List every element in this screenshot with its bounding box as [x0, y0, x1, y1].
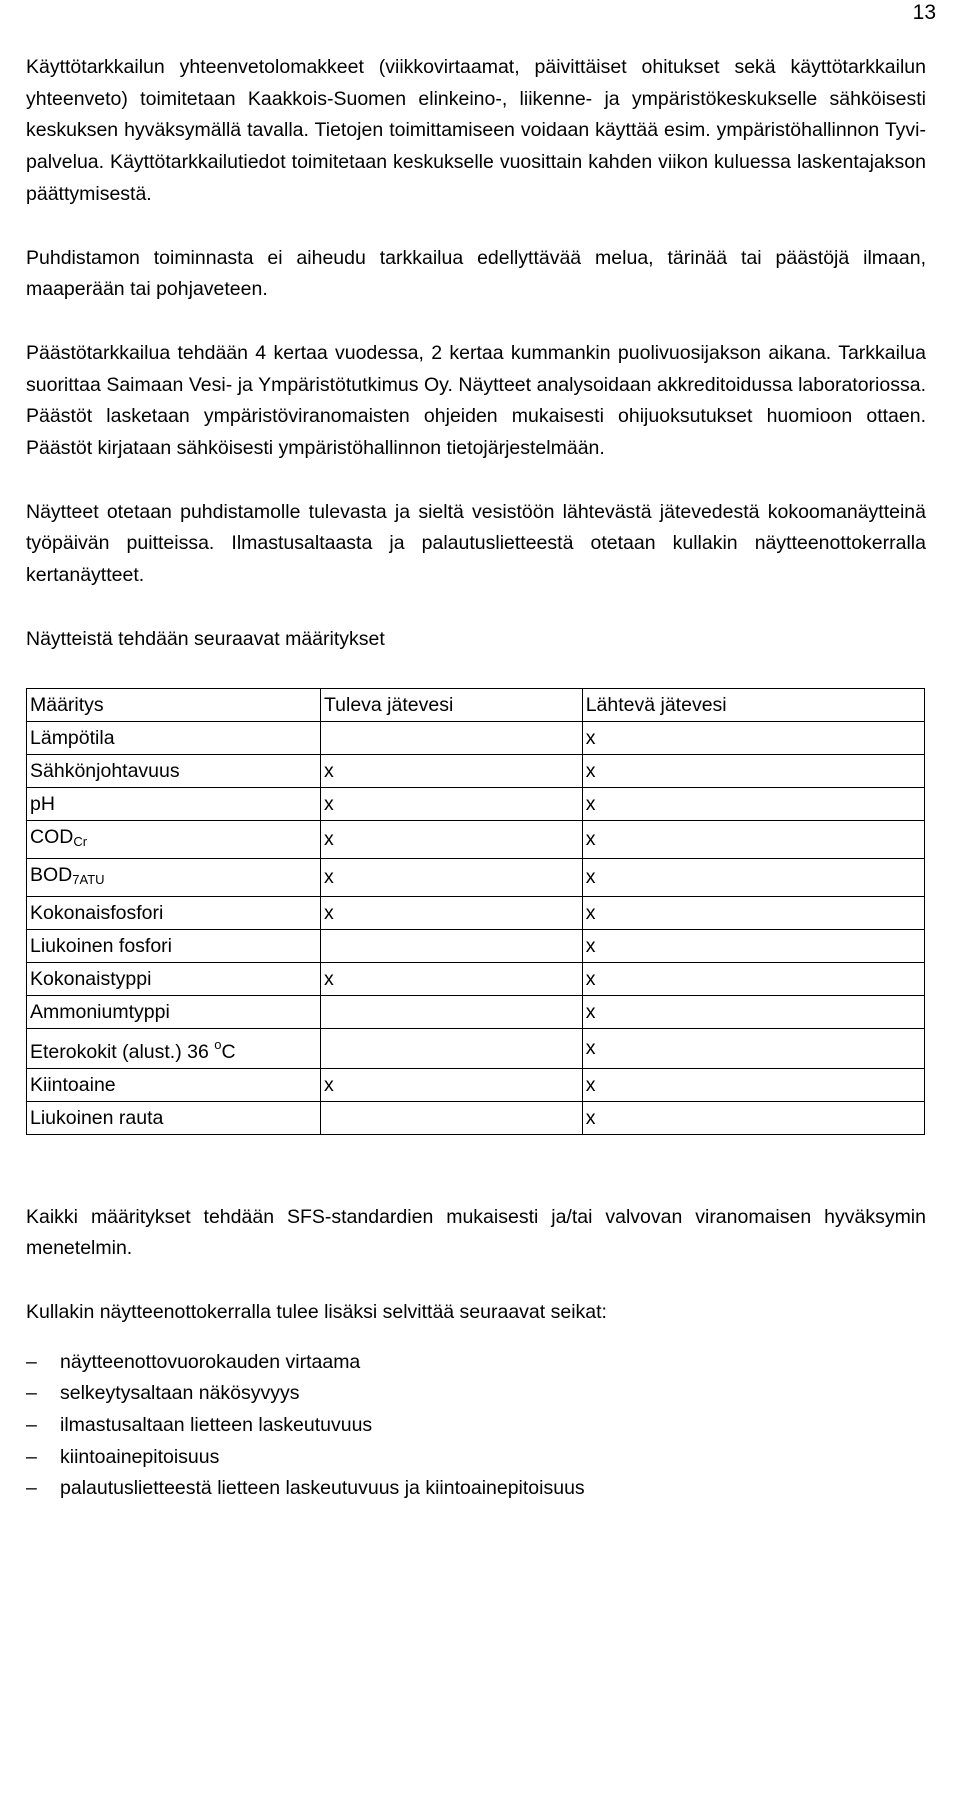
analysis-suffix: C — [221, 1040, 236, 1063]
list-item-text: palautuslietteestä lietteen laskeutuvuus ja kiintoainepitoisuus — [60, 1477, 585, 1500]
list-dash: – — [26, 1350, 37, 1373]
incoming-mark-cell — [320, 929, 582, 962]
list-item — [26, 1378, 926, 1410]
incoming-mark-cell: x — [320, 858, 582, 896]
paragraph-additional: Kullakin näytteenottokerralla tulee lisäksi selvittää seuraavat seikat: — [26, 1300, 607, 1323]
paragraph-emission-monitoring: Päästötarkkailua tehdään 4 kertaa vuodessa, 2 kertaa kummankin puolivuosijakson aikana. Tarkkailua suorittaa Saimaan Vesi- ja Ympäristötutkimus Oy. Näytteet analysoidaan akkreditoidussa laboratoriossa. Päästöt lasketaan ympäristöviranomaisten ohjeiden mukaisesti ohijuoksutukset huomioon ottaen. Päästöt kirjataan sähköisesti ympäristöhallinnon tietojärjestelmään. — [26, 341, 926, 460]
list-dash: – — [26, 1382, 37, 1405]
paragraph-sampling: Näytteet otetaan puhdistamolle tulevasta ja sieltä vesistöön lähtevästä jätevedestä kokoomanäytteinä työpäivän puitteissa. Ilmastusaltaasta ja palautuslietteestä otetaan kullakin näytteenottokerralla kertanäytteet. — [26, 500, 926, 587]
analysis-name-cell — [27, 858, 321, 896]
paragraph-standards: Kaikki määritykset tehdään SFS-standardien mukaisesti ja/tai valvovan viranomaisen hyväksymin menetelmin. — [26, 1205, 926, 1260]
outgoing-mark-cell: x — [582, 754, 924, 787]
list-dash: – — [26, 1414, 37, 1437]
header-cell-incoming: Tuleva jätevesi — [320, 688, 582, 721]
analysis-name-cell — [27, 820, 321, 858]
analysis-name-cell — [27, 929, 321, 962]
analysis-name: Lämpötila — [30, 726, 115, 749]
analysis-superscript: o — [214, 1036, 222, 1052]
table-heading: Näytteistä tehdään seuraavat määritykset — [26, 627, 385, 650]
analysis-name: Eterokokit (alust.) 36 — [30, 1040, 215, 1063]
analysis-name: Kiintoaine — [30, 1073, 116, 1096]
list-item — [26, 1410, 926, 1442]
list-item-text: selkeytysaltaan näkösyvyys — [60, 1382, 300, 1405]
analysis-name: Ammoniumtyppi — [30, 1000, 170, 1023]
analysis-name: COD — [30, 825, 74, 848]
list-item-text: kiintoainepitoisuus — [60, 1445, 220, 1468]
list-item — [26, 1473, 926, 1505]
analysis-name: BOD — [30, 863, 73, 886]
incoming-mark-cell: x — [320, 787, 582, 820]
table-row — [27, 896, 925, 929]
analysis-name: Liukoinen rauta — [30, 1106, 164, 1129]
page-number: 13 — [912, 1, 936, 24]
outgoing-mark-cell: x — [582, 721, 924, 754]
analysis-name-cell — [27, 962, 321, 995]
incoming-mark-cell: x — [320, 896, 582, 929]
table-row — [27, 1068, 925, 1101]
list-item-text: ilmastusaltaan lietteen laskeutuvuus — [60, 1414, 373, 1437]
analysis-subscript: 7ATU — [72, 871, 105, 887]
outgoing-mark-cell: x — [582, 929, 924, 962]
table-row — [27, 962, 925, 995]
table-header-row — [27, 688, 925, 721]
outgoing-mark-cell: x — [582, 995, 924, 1028]
table-row — [27, 929, 925, 962]
incoming-mark-cell: x — [320, 820, 582, 858]
incoming-mark-cell: x — [320, 754, 582, 787]
outgoing-mark-cell: x — [582, 1101, 924, 1134]
analysis-name-cell — [27, 1101, 321, 1134]
incoming-mark-cell: x — [320, 1068, 582, 1101]
analysis-name: Liukoinen fosfori — [30, 934, 173, 957]
table-row — [27, 820, 925, 858]
analysis-name-cell — [27, 896, 321, 929]
table-row — [27, 787, 925, 820]
outgoing-mark-cell: x — [582, 896, 924, 929]
paragraph-noise: Puhdistamon toiminnasta ei aiheudu tarkkailua edellyttävää melua, tärinää tai päästöjä ilmaan, maaperään tai pohjaveteen. — [26, 246, 926, 301]
table-row — [27, 721, 925, 754]
analysis-name: pH — [30, 792, 55, 815]
list-item — [26, 1442, 926, 1474]
document-body — [26, 52, 926, 1505]
outgoing-mark-cell: x — [582, 787, 924, 820]
incoming-mark-cell — [320, 1028, 582, 1068]
outgoing-mark-cell: x — [582, 1028, 924, 1068]
table-row — [27, 995, 925, 1028]
analyses-table — [26, 688, 925, 1135]
analysis-name-cell — [27, 754, 321, 787]
analysis-name: Kokonaisfosfori — [30, 901, 164, 924]
analysis-name: Kokonaistyppi — [30, 967, 152, 990]
table-row — [27, 754, 925, 787]
header-cell-outgoing: Lähtevä jätevesi — [582, 688, 924, 721]
incoming-mark-cell — [320, 1101, 582, 1134]
analysis-name-cell — [27, 995, 321, 1028]
analysis-name-cell — [27, 1028, 321, 1068]
analysis-name-cell — [27, 787, 321, 820]
incoming-mark-cell — [320, 721, 582, 754]
outgoing-mark-cell: x — [582, 1068, 924, 1101]
analysis-subscript: Cr — [73, 833, 88, 849]
additional-items-list — [26, 1347, 926, 1506]
outgoing-mark-cell: x — [582, 820, 924, 858]
incoming-mark-cell — [320, 995, 582, 1028]
list-item-text: näytteenottovuorokauden virtaama — [60, 1350, 361, 1373]
table-row — [27, 858, 925, 896]
list-dash: – — [26, 1477, 37, 1500]
list-dash: – — [26, 1445, 37, 1468]
analysis-name: Sähkönjohtavuus — [30, 759, 180, 782]
header-cell-analysis: Määritys — [27, 688, 321, 721]
outgoing-mark-cell: x — [582, 962, 924, 995]
table-row — [27, 1101, 925, 1134]
outgoing-mark-cell: x — [582, 858, 924, 896]
analysis-name-cell — [27, 721, 321, 754]
paragraph-reporting: Käyttötarkkailun yhteenvetolomakkeet (viikkovirtaamat, päivittäiset ohitukset sekä käyttötarkkailun yhteenveto) toimitetaan Kaakkois-Suomen elinkeino-, liikenne- ja ympäristökeskukselle sähköisesti keskuksen hyväksymällä tavalla. Tietojen toimittamiseen voidaan käyttää esim. ympäristöhallinnon Tyvi-palvelua. Käyttötarkkailutiedot toimitetaan keskukselle vuosittain kahden viikon kuluessa laskentajakson päättymisestä. — [26, 56, 926, 205]
table-row — [27, 1028, 925, 1068]
incoming-mark-cell: x — [320, 962, 582, 995]
list-item — [26, 1347, 926, 1379]
analysis-name-cell — [27, 1068, 321, 1101]
